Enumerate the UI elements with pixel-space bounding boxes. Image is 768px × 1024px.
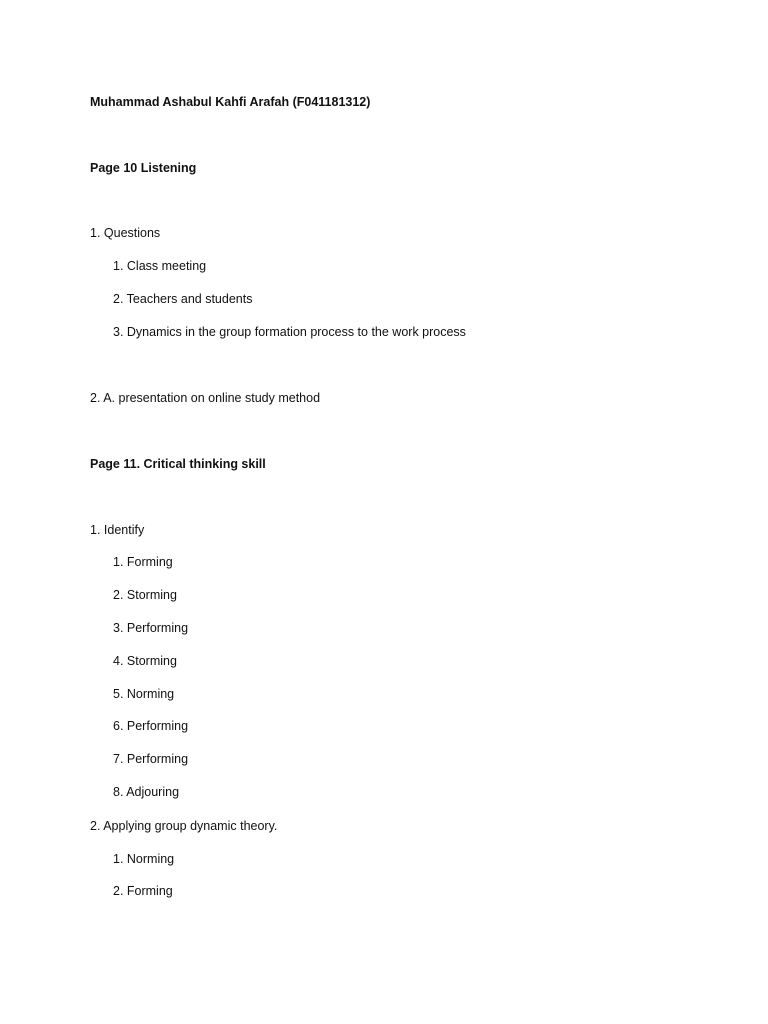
- section-heading-critical: Page 11. Critical thinking skill: [90, 457, 266, 471]
- applying-item: 2. Forming: [113, 884, 173, 898]
- question-1-item: 2. Teachers and students: [113, 292, 253, 306]
- identify-item: 1. Forming: [113, 555, 173, 569]
- identify-item: 5. Norming: [113, 687, 175, 701]
- identify-item: 3. Performing: [113, 621, 189, 635]
- identify-item: 8. Adjouring: [113, 785, 180, 799]
- question-1-item: 3. Dynamics in the group formation process to the work process: [113, 325, 466, 339]
- identify-item: 2. Storming: [113, 588, 177, 602]
- identify-label: 1. Identify: [90, 523, 145, 537]
- section-heading-listening: Page 10 Listening: [90, 161, 197, 175]
- question-2-label: 2. A. presentation on online study method: [90, 391, 321, 405]
- identify-item: 4. Storming: [113, 654, 177, 668]
- applying-item: 1. Norming: [113, 852, 175, 866]
- author-line: Muhammad Ashabul Kahfi Arafah (F041181312): [90, 95, 371, 109]
- applying-label: 2. Applying group dynamic theory.: [90, 819, 278, 833]
- question-1-item: 1. Class meeting: [113, 259, 207, 273]
- identify-item: 7. Performing: [113, 752, 189, 766]
- question-1-label: 1. Questions: [90, 226, 161, 240]
- identify-item: 6. Performing: [113, 719, 189, 733]
